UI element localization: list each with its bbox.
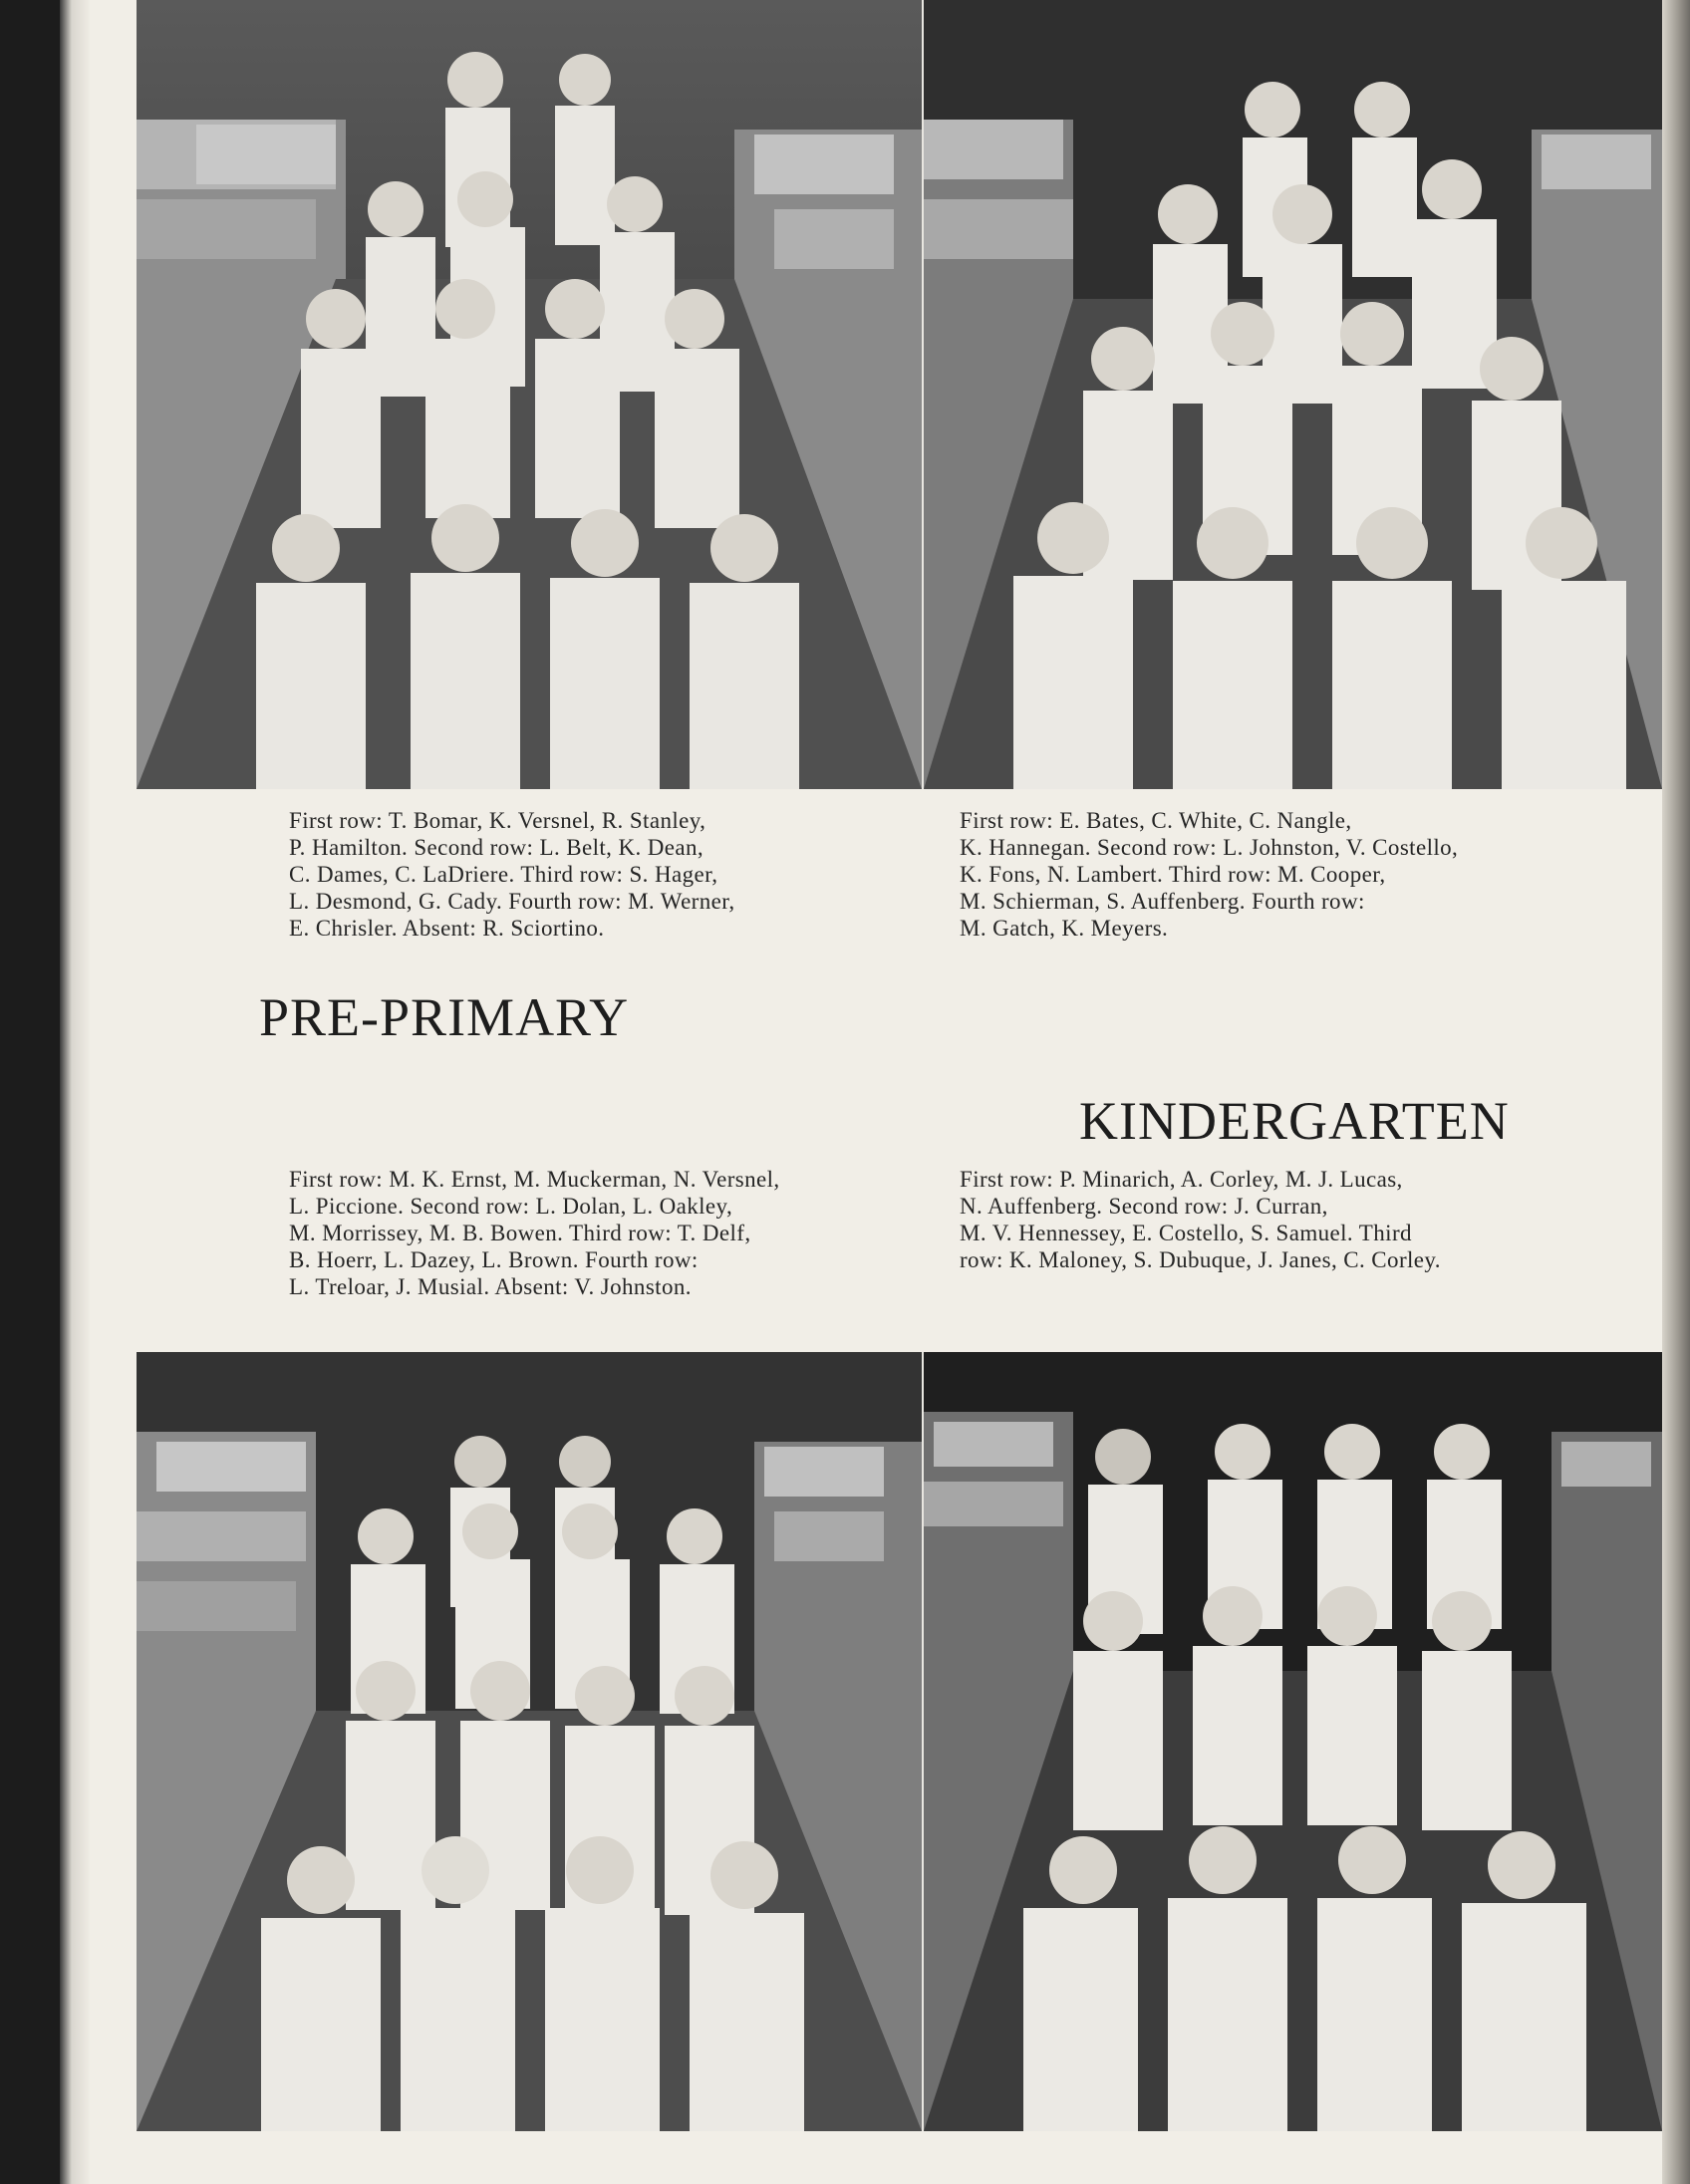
section-heading-preprimary: PRE-PRIMARY [259, 987, 630, 1047]
yearbook-page [90, 0, 1662, 2184]
caption-line: C. Dames, C. LaDriere. Third row: S. Hager, [289, 862, 718, 887]
caption-line: First row: T. Bomar, K. Versnel, R. Stanley, [289, 808, 706, 833]
caption-line: P. Hamilton. Second row: L. Belt, K. Dean, [289, 835, 704, 860]
photo-bottom-right-class [924, 1352, 1662, 2131]
caption-line: K. Hannegan. Second row: L. Johnston, V. Costello, [960, 835, 1459, 860]
caption-bottom-left [289, 1166, 907, 1300]
caption-line: M. Morrissey, M. B. Bowen. Third row: T. Delf, [289, 1221, 751, 1245]
caption-line: B. Hoerr, L. Dazey, L. Brown. Fourth row: [289, 1247, 699, 1272]
photo-divider-top [922, 0, 924, 789]
book-spine-shadow [0, 0, 60, 2184]
caption-line: M. Schierman, S. Auffenberg. Fourth row: [960, 889, 1365, 914]
photo-top-left-class [137, 0, 922, 789]
caption-line: K. Fons, N. Lambert. Third row: M. Cooper, [960, 862, 1386, 887]
caption-line: First row: E. Bates, C. White, C. Nangle, [960, 808, 1352, 833]
class-photo-image [924, 1352, 1662, 2131]
page-edge-shadow [1662, 0, 1690, 2184]
caption-line: row: K. Maloney, S. Dubuque, J. Janes, C. Corley. [960, 1247, 1441, 1272]
class-photo-image [137, 0, 922, 789]
caption-line: M. Gatch, K. Meyers. [960, 916, 1169, 941]
class-photo-image [137, 1352, 922, 2131]
caption-top-right [960, 807, 1617, 942]
caption-line: E. Chrisler. Absent: R. Sciortino. [289, 916, 605, 941]
section-heading-kindergarten: KINDERGARTEN [1079, 1091, 1510, 1151]
caption-top-left [289, 807, 907, 942]
photo-divider-bottom [922, 1352, 924, 2131]
caption-line: L. Desmond, G. Cady. Fourth row: M. Werner, [289, 889, 735, 914]
caption-line: M. V. Hennessey, E. Costello, S. Samuel. Third [960, 1221, 1412, 1245]
photo-bottom-left-class [137, 1352, 922, 2131]
page-gutter [60, 0, 90, 2184]
class-photo-image [924, 0, 1662, 789]
caption-line: L. Treloar, J. Musial. Absent: V. Johnston. [289, 1274, 692, 1299]
photo-top-right-class [924, 0, 1662, 789]
caption-line: First row: P. Minarich, A. Corley, M. J. Lucas, [960, 1167, 1403, 1192]
caption-line: First row: M. K. Ernst, M. Muckerman, N. Versnel, [289, 1167, 780, 1192]
caption-line: L. Piccione. Second row: L. Dolan, L. Oakley, [289, 1194, 733, 1219]
caption-bottom-right [960, 1166, 1617, 1273]
caption-line: N. Auffenberg. Second row: J. Curran, [960, 1194, 1328, 1219]
